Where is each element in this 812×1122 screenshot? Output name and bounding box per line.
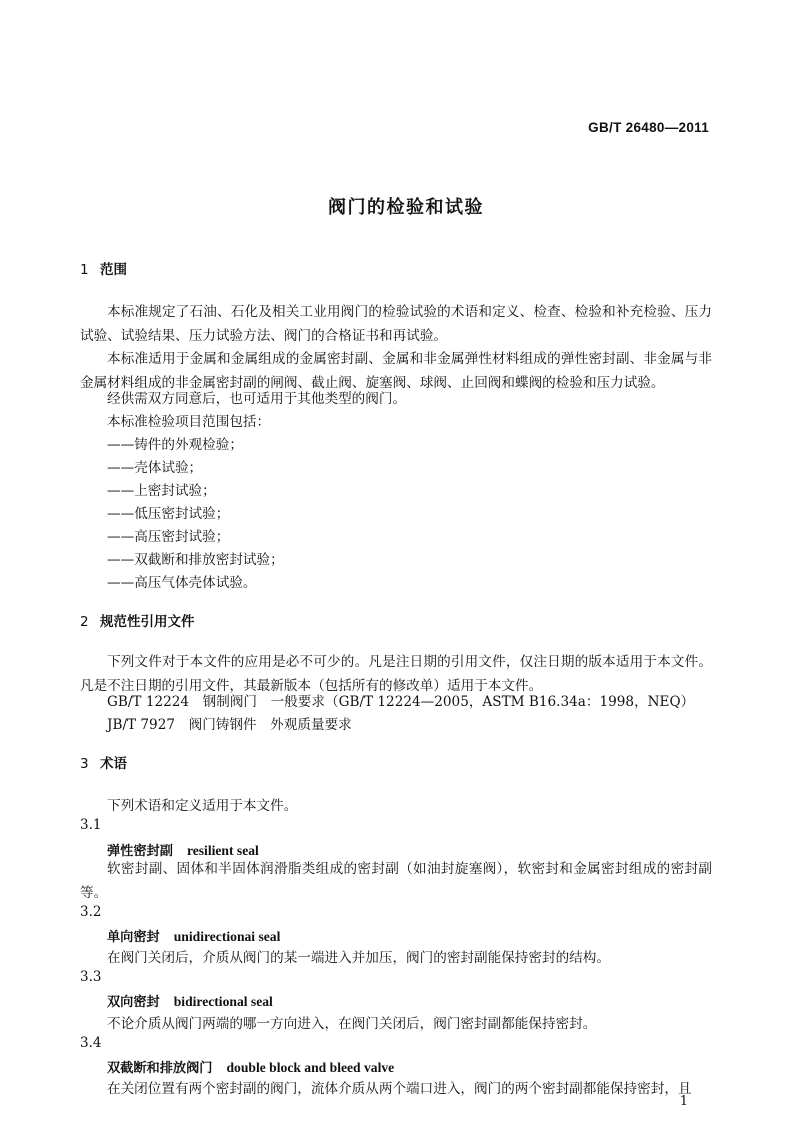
term-english: resilient seal bbox=[186, 843, 259, 858]
term-chinese: 双向密封 bbox=[107, 995, 160, 1010]
section-title: 术语 bbox=[100, 756, 127, 772]
term-heading bbox=[107, 991, 273, 1010]
term-heading bbox=[107, 840, 259, 859]
term-definition: 在关闭位置有两个密封副的阀门，流体介质从两个端口进入，阀门的两个密封副都能保持密封，且 bbox=[107, 1081, 692, 1097]
list-item: ——高压密封试验； bbox=[107, 529, 230, 545]
standard-number: GB/T 26480—2011 bbox=[588, 120, 709, 135]
term-english: unidirectionai seal bbox=[173, 929, 281, 944]
term-number: 3.2 bbox=[80, 904, 102, 920]
section-title: 范围 bbox=[100, 262, 127, 278]
section-1-paragraph-1: 本标准规定了石油、石化及相关工业用阀门的检验试验的术语和定义、检查、检验和补充检验、压力试验、试验结果、压力试验方法、阀门的合格证书和再试验。 bbox=[80, 304, 712, 344]
section-2-heading bbox=[80, 610, 195, 630]
section-1-paragraph-3: 经供需双方同意后，也可适用于其他类型的阀门。 bbox=[107, 391, 407, 407]
section-number: 1 bbox=[80, 262, 89, 278]
term-number: 3.3 bbox=[80, 969, 102, 985]
term-definition: 软密封副、固体和半固体润滑脂类组成的密封副（如油封旋塞阀），软密封和金属密封组成的密封副等。 bbox=[80, 861, 712, 901]
section-3-heading bbox=[80, 752, 127, 772]
section-2-paragraph-1: 下列文件对于本文件的应用是必不可少的。凡是注日期的引用文件，仅注日期的版本适用于本文件。凡是不注日期的引用文件，其最新版本（包括所有的修改单）适用于本文件。 bbox=[80, 654, 712, 694]
section-1-paragraph-2: 本标准适用于金属和金属组成的金属密封副、金属和非金属弹性材料组成的弹性密封副、非金属与非金属材料组成的非金属密封副的闸阀、截止阀、旋塞阀、球阀、止回阀和蝶阀的检验和压力试验。 bbox=[80, 351, 712, 391]
section-1-paragraph-4: 本标准检验项目范围包括： bbox=[107, 414, 271, 430]
section-title: 规范性引用文件 bbox=[100, 614, 195, 630]
document-title: 阀门的检验和试验 bbox=[328, 197, 484, 218]
term-chinese: 双截断和排放阀门 bbox=[107, 1061, 213, 1076]
term-english: double block and bleed valve bbox=[226, 1060, 395, 1075]
reference-item: GB/T 12224 钢制阀门 一般要求（GB/T 12224—2005，ASTM B16.34a：1998，NEQ） bbox=[107, 694, 695, 710]
section-3-intro: 下列术语和定义适用于本文件。 bbox=[107, 798, 298, 814]
term-chinese: 单向密封 bbox=[107, 930, 160, 945]
reference-item: JB/T 7927 阀门铸钢件 外观质量要求 bbox=[107, 717, 352, 733]
term-chinese: 弹性密封副 bbox=[107, 844, 173, 859]
list-item: ——低压密封试验； bbox=[107, 506, 230, 522]
term-english: bidirectional seal bbox=[173, 994, 273, 1009]
list-item: ——上密封试验； bbox=[107, 483, 216, 499]
section-1-heading bbox=[80, 258, 127, 278]
term-number: 3.1 bbox=[80, 817, 102, 833]
term-heading bbox=[107, 926, 280, 945]
page-number: 1 bbox=[679, 1094, 688, 1109]
list-item: ——铸件的外观检验； bbox=[107, 437, 243, 453]
list-item: ——高压气体壳体试验。 bbox=[107, 575, 257, 591]
term-definition: 不论介质从阀门两端的哪一方向进入，在阀门关闭后，阀门密封副都能保持密封。 bbox=[107, 1016, 597, 1032]
list-item: ——双截断和排放密封试验； bbox=[107, 552, 284, 568]
list-item: ——壳体试验； bbox=[107, 460, 203, 476]
term-heading bbox=[107, 1057, 394, 1076]
section-number: 2 bbox=[80, 614, 89, 630]
term-number: 3.4 bbox=[80, 1035, 102, 1051]
term-definition: 在阀门关闭后，介质从阀门的某一端进入并加压，阀门的密封副能保持密封的结构。 bbox=[107, 950, 610, 966]
section-number: 3 bbox=[80, 756, 89, 772]
